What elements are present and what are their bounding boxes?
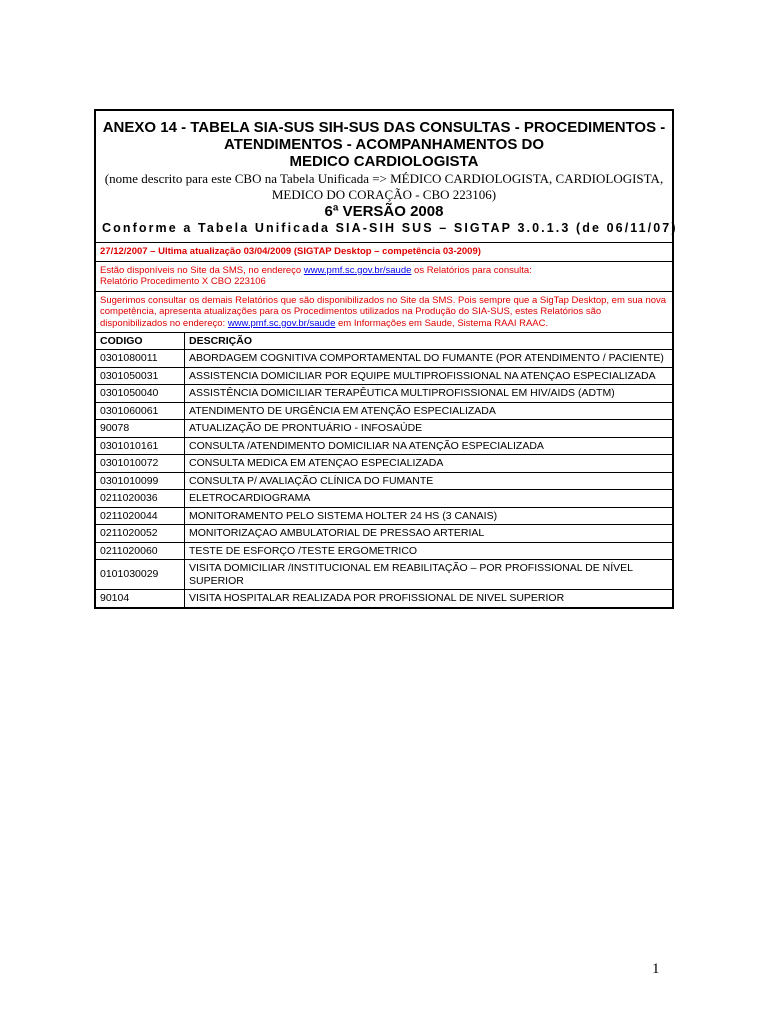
availability-prefix: Estão disponíveis no Site da SMS, no endereço [100,264,304,276]
procedure-code: 0301050031 [95,367,185,385]
procedures-table [94,332,674,609]
procedure-code: 0301060061 [95,402,185,420]
subtitle-line-1: (nome descrito para este CBO na Tabela Unificada => MÉDICO CARDIOLOGISTA, CARDIOLOGISTA, [104,171,664,186]
procedure-description: ABORDAGEM COGNITIVA COMPORTAMENTAL DO FUMANTE (POR ATENDIMENTO / PACIENTE) [185,350,674,368]
procedure-description: ATENDIMENTO DE URGÊNCIA EM ATENÇÃO ESPECIALIZADA [185,402,674,420]
table-row [95,490,673,508]
title-line-3: MEDICO CARDIOLOGISTA [289,153,479,170]
table-row [95,455,673,473]
suggestion-suffix: em Informações em Saude, Sistema RAAI RAAC. [335,317,549,329]
table-header-row [95,333,673,350]
procedure-code: 0301050040 [95,385,185,403]
table-row [95,402,673,420]
procedure-code: 0211020060 [95,542,185,560]
table-row [95,367,673,385]
procedure-description: MONITORIZAÇAO AMBULATORIAL DE PRESSAO ARTERIAL [185,525,674,543]
version-label: 6ª VERSÃO 2008 [324,203,444,220]
table-row [95,560,673,590]
procedure-description: CONSULTA MEDICA EM ATENÇAO ESPECIALIZADA [185,455,674,473]
table-row [95,420,673,438]
procedure-description: VISITA DOMICILIAR /INSTITUCIONAL EM REABILITAÇÃO – POR PROFISSIONAL DE NÍVEL SUPERIOR [185,560,674,590]
procedure-code: 0211020036 [95,490,185,508]
procedure-description: MONITORAMENTO PELO SISTEMA HOLTER 24 HS (3 CANAIS) [185,507,674,525]
procedure-description: ASSISTENCIA DOMICILIAR POR EQUIPE MULTIPROFISSIONAL NA ATENÇAO ESPECIALIZADA [185,367,674,385]
procedure-description: VISITA HOSPITALAR REALIZADA POR PROFISSIONAL DE NIVEL SUPERIOR [185,590,674,608]
procedure-code: 0101030029 [95,560,185,590]
sms-site-link[interactable]: www.pmf.sc.gov.br/saude [303,264,412,276]
table-row [95,507,673,525]
procedure-code: 0301010161 [95,437,185,455]
procedure-code: 0211020044 [95,507,185,525]
suggestion-text: Sugerimos consultar os demais Relatórios que são disponibilizados no Site da SMS. Pois sempre que a SigTap Desktop, em sua nova competência, apresenta atualizações para os Procedimentos utilizados na Produção do SIA-SUS, estes Relatórios são disponibilizados no endereço: [100,294,667,329]
table-row [95,590,673,608]
table-row [95,350,673,368]
procedure-description: TESTE DE ESFORÇO /TESTE ERGOMETRICO [185,542,674,560]
column-header-description: DESCRIÇÃO [185,333,674,350]
conforme-line: Conforme a Tabela Unificada SIA-SIH SUS – SIGTAP 3.0.1.3 (de 06/11/07) [102,221,678,235]
table-row [95,437,673,455]
update-note: 27/12/2007 – Ultima atualização 03/04/2009 (SIGTAP Desktop – competência 03-2009) [96,242,672,261]
document-header [96,111,678,242]
procedure-description: CONSULTA /ATENDIMENTO DOMICILIAR NA ATENÇÃO ESPECIALIZADA [185,437,674,455]
procedure-description: ASSISTÊNCIA DOMICILIAR TERAPÊUTICA MULTIPROFISSIONAL EM HIV/AIDS (ADTM) [185,385,674,403]
procedure-description: ATUALIZAÇÃO DE PRONTUÁRIO - INFOSAÚDE [185,420,674,438]
availability-report: Relatório Procedimento X CBO 223106 [100,276,266,287]
table-row [95,542,673,560]
table-row [95,385,673,403]
page-number: 1 [652,961,660,977]
sms-site-link-2[interactable]: www.pmf.sc.gov.br/saude [227,317,336,329]
subtitle-line-2: MEDICO DO CORAÇÃO - CBO 223106) [271,187,497,202]
document-frame [94,109,678,332]
procedure-code: 90104 [95,590,185,608]
procedure-code: 0211020052 [95,525,185,543]
procedure-description: ELETROCARDIOGRAMA [185,490,674,508]
title-line-1: ANEXO 14 - TABELA SIA-SUS SIH-SUS DAS CONSULTAS - PROCEDIMENTOS - [102,119,666,136]
document-page [94,109,678,609]
procedure-code: 0301010072 [95,455,185,473]
procedure-code: 90078 [95,420,185,438]
table-row [95,525,673,543]
column-header-code: CODIGO [95,333,185,350]
availability-suffix: os Relatórios para consulta: [411,264,532,276]
title-line-2: ATENDIMENTOS - ACOMPANHAMENTOS DO [223,136,544,153]
procedure-description: CONSULTA P/ AVALIAÇÃO CLÍNICA DO FUMANTE [185,472,674,490]
procedure-code: 0301080011 [95,350,185,368]
table-row [95,472,673,490]
availability-note [96,261,672,291]
suggestion-note [96,291,672,333]
procedure-code: 0301010099 [95,472,185,490]
